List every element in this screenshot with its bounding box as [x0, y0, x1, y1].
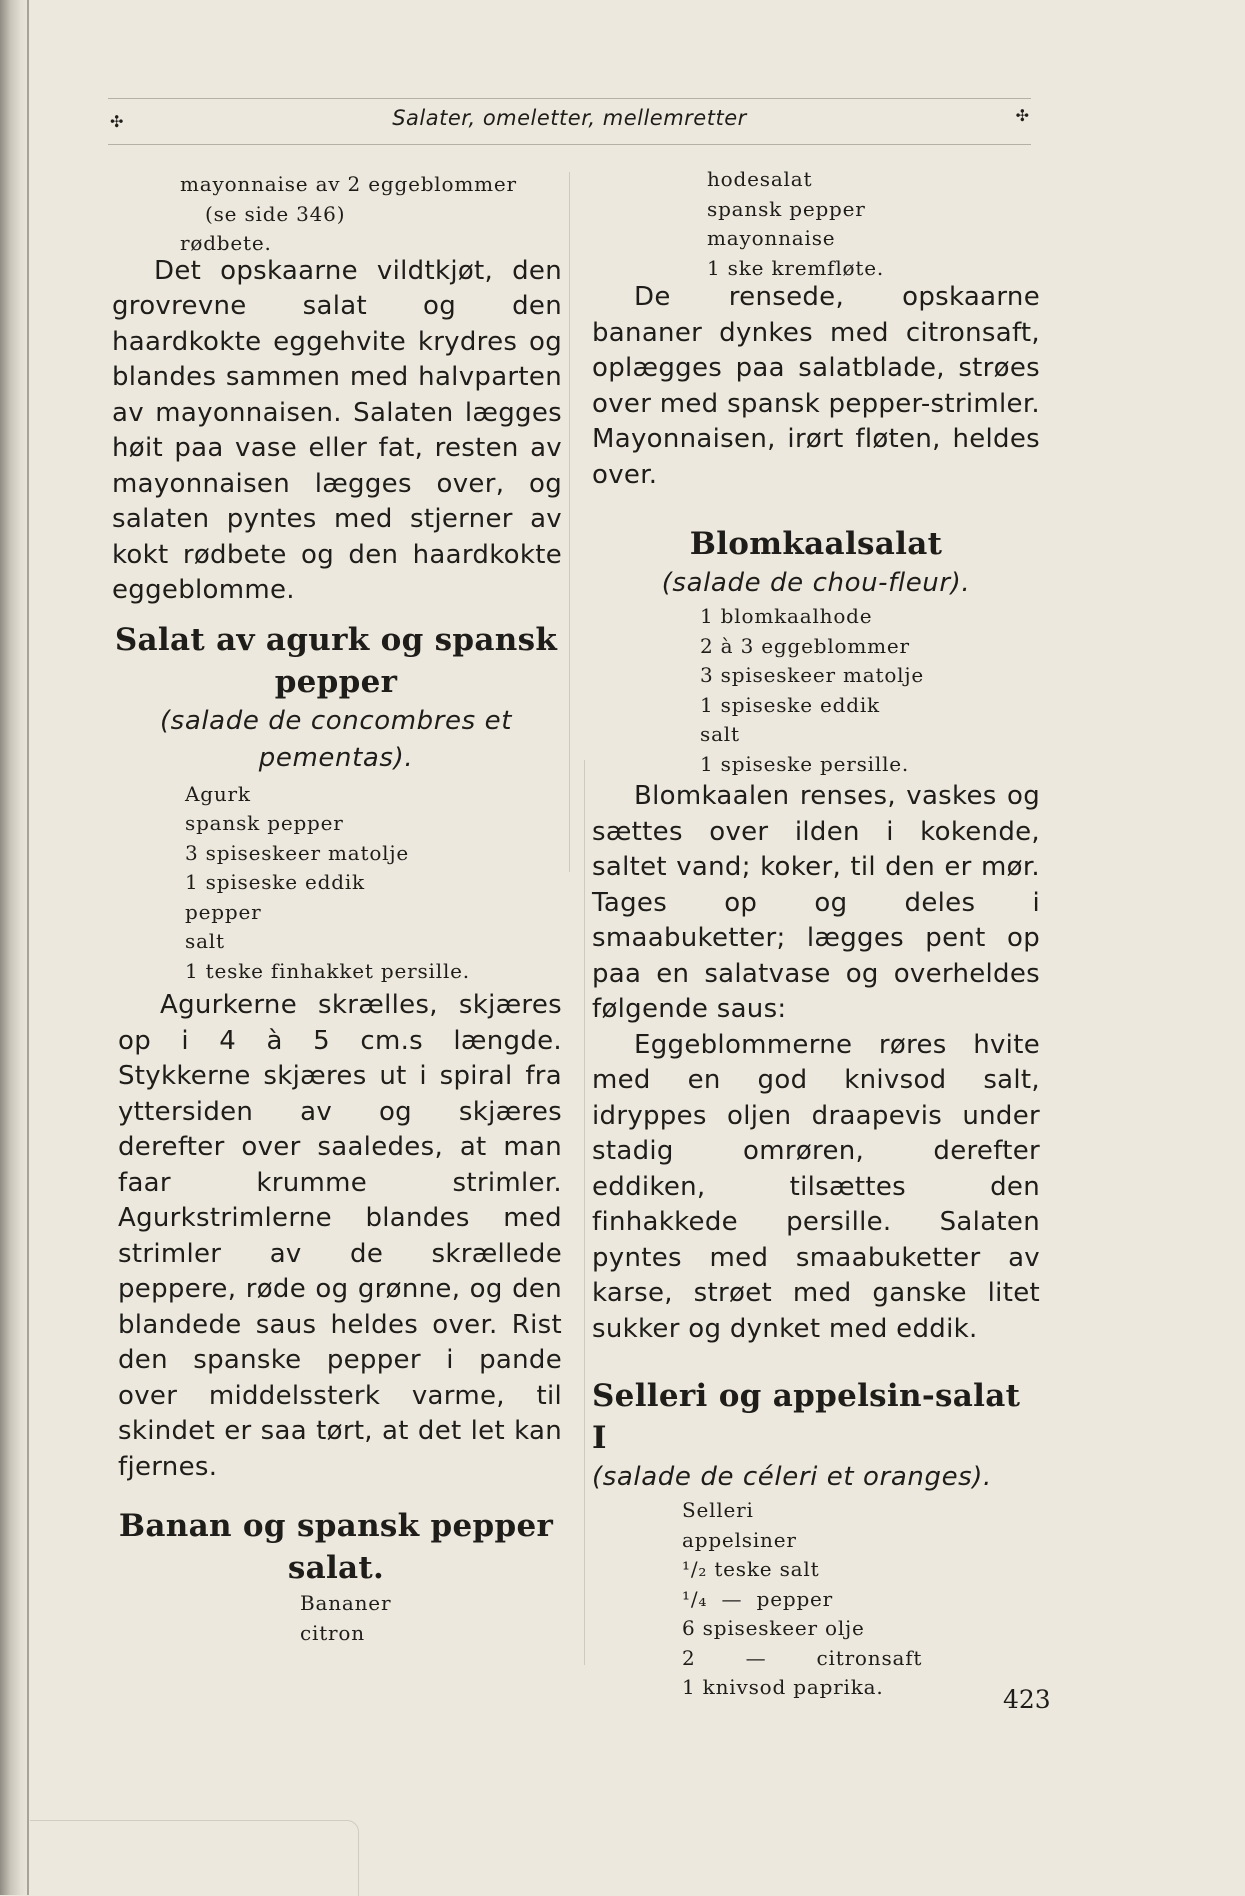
method-paragraph: Eggeblommerne røres hvite med en god knivsod salt, idryppes oljen draapevis under stadig omrøren, derefter eddiken, tilsættes den finhakkede persille. Salaten pyntes med smaabuketter av karse, strøet med ganske litet sukker og dynket med eddik.	[592, 1029, 1040, 1344]
ingredient-list	[110, 170, 562, 259]
ingredient-list	[110, 1589, 562, 1648]
ingredient-item: 6 spiseskeer olje	[682, 1616, 865, 1640]
ornament-icon: ✣	[110, 112, 124, 131]
ingredient-list	[110, 780, 562, 987]
spine-edge	[27, 0, 29, 1895]
ingredient-item: 1 teske finhakket persille.	[185, 958, 470, 983]
recipe-subtitle: (salade de concombres et pementas).	[159, 705, 513, 773]
ingredient-item: 1 spiseske persille.	[700, 751, 910, 776]
ingredient-list	[592, 602, 1040, 779]
left-column	[110, 170, 562, 1648]
ingredient-item: Agurk	[185, 781, 251, 806]
column-divider	[584, 760, 585, 1665]
ingredient-list	[592, 1496, 1040, 1703]
ingredient-item: appelsiner	[682, 1527, 797, 1552]
ingredient-item: Selleri	[682, 1498, 754, 1522]
ingredient-item: 2 — citronsaft	[682, 1645, 923, 1670]
ingredient-item: hodesalat	[707, 167, 813, 191]
ingredient-item: 1 spiseske eddik	[185, 870, 365, 894]
recipe-title: Salat av agurk og spansk pepper	[114, 621, 558, 700]
ingredient-item: 1 ske kremfløte.	[707, 255, 885, 280]
ingredient-item: 3 spiseskeer matolje	[700, 663, 925, 687]
recipe-title: Banan og spansk pepper salat.	[118, 1508, 554, 1586]
header-rule	[108, 98, 1031, 99]
column-divider	[569, 172, 570, 872]
ingredient-item: rødbete.	[180, 231, 272, 255]
running-header	[108, 98, 1031, 146]
ingredient-item: mayonnaise	[707, 226, 836, 250]
recipe-subtitle: (salade de chou-fleur).	[661, 568, 971, 598]
ingredient-item: 2 à 3 eggeblommer	[700, 633, 910, 658]
recipe-subtitle: (salade de céleri et oranges).	[592, 1462, 992, 1492]
book-spine-shadow	[0, 0, 30, 1895]
ingredient-item: 1 blomkaalhode	[700, 604, 873, 628]
ingredient-item: salt	[185, 929, 225, 953]
right-column	[592, 165, 1040, 1703]
running-title: Salater, omeletter, mellemretter	[392, 106, 747, 130]
ingredient-item: 1 spiseske eddik	[700, 692, 880, 717]
ingredient-item: (se side 346)	[205, 201, 346, 226]
page-corner-mark	[30, 1820, 359, 1896]
ingredient-item: spansk pepper	[185, 811, 344, 835]
ingredient-item: spansk pepper	[707, 196, 866, 221]
recipe-title: Blomkaalsalat	[689, 526, 943, 562]
recipe-title: Selleri og appelsin-salat I	[592, 1378, 1021, 1456]
ingredient-item: pepper	[185, 899, 262, 924]
method-paragraph: Agurkerne skrælles, skjæres op i 4 à 5 cm.s længde. Stykkerne skjæres ut i spiral fra yttersiden av og skjæres derefter over saaledes, at man faar krumme strimler. Agurkstrimlerne blandes med strimler av de skrællede peppere, røde og grønne, og den blandede saus heldes over. Rist den spanske pepper i pande over middelssterk varme, til skindet er saa tørt, at det let kan fjernes.	[118, 990, 562, 1482]
ornament-icon: ✣	[1015, 106, 1029, 125]
ingredient-item: salt	[700, 722, 740, 746]
ingredient-item: mayonnaise av 2 eggeblommer	[180, 172, 517, 196]
ingredient-item: citron	[300, 1620, 365, 1645]
ingredient-item: ¹/₄ — pepper	[682, 1586, 834, 1611]
method-paragraph: Blomkaalen renses, vaskes og sættes over ilden i kokende, saltet vand; koker, til den er mør. Tages op og deles i smaabuketter; lægges pent op paa en salatvase og overheldes følgende saus:	[592, 781, 1040, 1024]
ingredient-item: Bananer	[300, 1591, 392, 1615]
method-paragraph: Det opskaarne vildtkjøt, den grovrevne salat og den haardkokte eggehvite krydres og blandes sammen med halvparten av mayonnaisen. Salaten lægges høit paa vase eller fat, resten av mayonnaisen lægges over, og salaten pyntes med stjerner av kokt rødbete og den haardkokte eggeblomme.	[112, 255, 562, 605]
ingredient-item: 3 spiseskeer matolje	[185, 840, 410, 865]
ingredient-item: ¹/₂ teske salt	[682, 1557, 820, 1581]
ingredient-item: 1 knivsod paprika.	[682, 1675, 884, 1699]
ingredient-list	[592, 165, 1040, 283]
method-paragraph: De rensede, opskaarne bananer dynkes med citronsaft, oplægges paa salatblade, strøes over med spansk pepper-strimler. Mayonnaisen, irørt fløten, heldes over.	[592, 282, 1040, 490]
page-number: 423	[1003, 1685, 1051, 1714]
header-rule	[108, 144, 1031, 145]
